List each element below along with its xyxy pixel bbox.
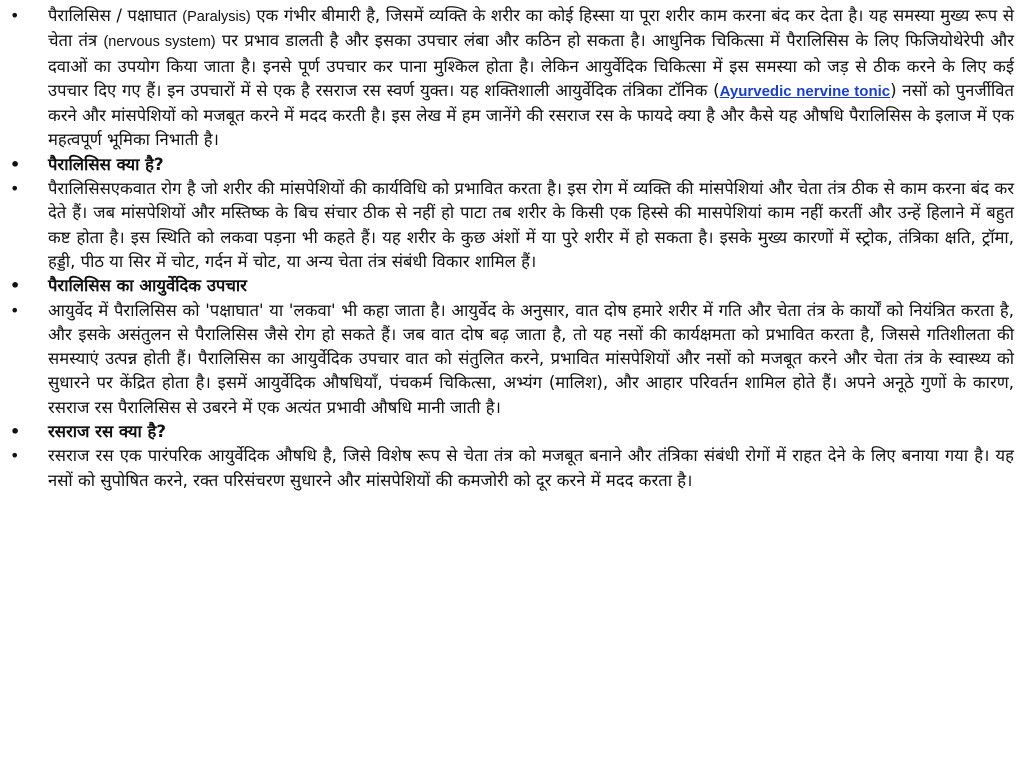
heading-text: पैरालिसिस का आयुर्वेदिक उपचार (48, 276, 247, 296)
heading-ayurvedic-treatment (8, 274, 1014, 298)
intro-text-3: पर प्रभाव डालती है और इसका उपचार लंबा और कठिन हो सकता है। आधुनिक चिकित्सा में पैरालिसिस के लिए फिजियोथेरेपी और दवाओं का उपयोग किया जाता है। इनसे पूर्ण उपचार कर पाना मुश्किल होता है। लेकिन आयुर्वेदिक चिकित्सा में इस समस्या को जड़ से ठीक करने के लिए कई उपचार दिए गए हैं। इन उपचारों में से एक है रसराज रस स्वर्ण युक्त। यह शक्तिशाली आयुर्वेदिक तंत्रिका टॉनिक ( (48, 31, 1014, 100)
bullet-icon: • (10, 154, 21, 174)
treatment-paragraph (8, 299, 1014, 420)
bullet-icon: • (10, 446, 20, 466)
paralysis-paragraph (8, 177, 1014, 274)
intro-text-1: पैरालिसिस / पक्षाघात (48, 6, 183, 25)
ayurvedic-nervine-tonic-link[interactable]: Ayurvedic nervine tonic (719, 82, 891, 100)
paragraph-text: आयुर्वेद में पैरालिसिस को 'पक्षाघात' या 'लकवा' भी कहा जाता है। आयुर्वेद के अनुसार, वात दोष हमारे शरीर में गति और चेता तंत्र के कार्यों को नियंत्रित करता है, और इसके असंतुलन से पैरालिसिस जैसे रोग हो सकते हैं। जब वात दोष बढ़ जाता है, तो यह नसों की कार्यक्षमता को प्रभावित करता है, जिससे गतिशीलता की समस्याएं उत्पन्न होती हैं। पैरालिसिस का आयुर्वेदिक उपचार वात को संतुलित करने, प्रभावित मांसपेशियों और नसों को मजबूत करने और चेता तंत्र के स्वास्थ्य को सुधारने पर केंद्रित होता है। इसमें आयुर्वेदिक औषधियाँ, पंचकर्म चिकित्सा, अभ्यंग (मालिश), और आहार परिवर्तन शामिल होते हैं। अपने अनूठे गुणों के कारण, रसराज रस पैरालिसिस से उबरने में एक अत्यंत प्रभावी औषधि मानी जाती है। (48, 300, 1014, 417)
paragraph-text: रसराज रस एक पारंपरिक आयुर्वेदिक औषधि है, जिसे विशेष रूप से चेता तंत्र को मजबूत बनाने और तंत्रिका संबंधी रोगों में राहत देने के लिए बनाया गया है। यह नसों को सुपोषित करने, रक्त परिसंचरण सुधारने और मांसपेशियों की कमजोरी को दूर करने में मदद करता है। (48, 446, 1014, 490)
intro-english-paralysis: (Paralysis) (182, 9, 251, 25)
heading-text: पैरालिसिस क्या है? (48, 154, 164, 174)
heading-text: रसराज रस क्या है? (48, 422, 166, 442)
intro-text-4: ) नसों को पुनर्जीवित करने और मांसपेशियों को मजबूत करने में मदद करती है। इस लेख में हम जानेंगे की रसराज रस के फायदे क्या है और कैसे यह औषधि पैरालिसिस के इलाज में एक महत्वपूर्ण भूमिका निभाती है। (48, 80, 1014, 150)
intro-text-2: एक गंभीर बीमारी है, जिसमें व्यक्ति के शरीर का कोई हिस्सा या पूरा शरीर काम करना बंद कर देता है। यह समस्या मुख्य रूप से चेता तंत्र (48, 6, 1015, 51)
bullet-icon: • (10, 179, 20, 199)
bullet-icon: • (10, 422, 21, 442)
heading-what-is-paralysis (8, 153, 1014, 177)
paragraph-text: पैरालिसिसएकवात रोग है जो शरीर की मांसपेशियों की कार्यविधि को प्रभावित करता है। इस रोग में व्यक्ति की मांसपेशियां और चेता तंत्र ठीक से काम करना बंद कर देते हैं। जब मांसपेशियों और मस्तिष्क के बिच संचार ठीक से नहीं हो पाटा तब शरीर के किसी एक हिस्से की मासपेशियां काम नहीं करतीं और उन्हें हिलाने में बहुत कष्ट होता है। इस स्थिति को लकवा पड़ना भी कहते हैं। यह शरीर के कुछ अंशों में या पुरे शरीर में हो सकता है। इसके मुख्य कारणों में स्ट्रोक, तंत्रिका क्षति, ट्रॉमा, हड्डी, पीठ या सिर में चोट, गर्दन में चोट, या अन्य चेता तंत्र संबंधी विकार शामिल हैं। (48, 179, 1014, 271)
content-list (8, 4, 1014, 493)
intro-english-nervous-system: (nervous system) (103, 34, 216, 51)
rasraj-paragraph (8, 444, 1014, 493)
intro-paragraph (8, 4, 1014, 153)
heading-what-is-rasraj-ras (8, 420, 1014, 444)
bullet-icon: • (10, 300, 20, 320)
bullet-icon: • (10, 276, 21, 296)
bullet-icon: • (10, 6, 20, 25)
